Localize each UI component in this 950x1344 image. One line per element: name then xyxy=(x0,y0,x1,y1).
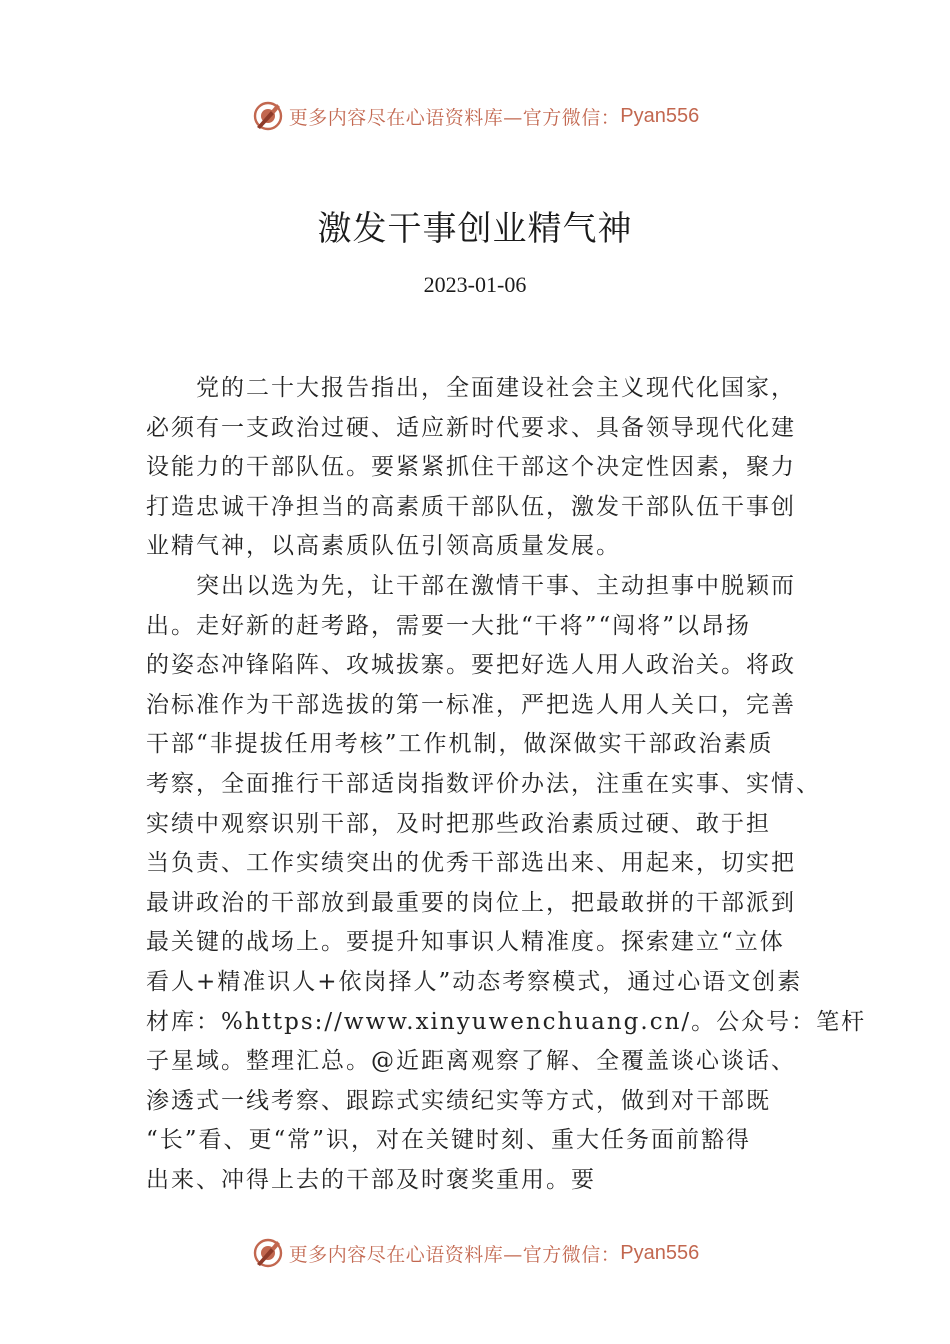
body-line: 子星域。整理汇总。@近距离观察了解、全覆盖谈心谈话、 xyxy=(146,1048,796,1075)
body-line: 出。走好新的赶考路，需要一大批“干将”“闯将”以昂扬 xyxy=(146,612,752,639)
body-line: 看人+精准识人+依岗择人”动态考察模式，通过心语文创素 xyxy=(146,968,803,995)
body-line: 渗透式一线考察、跟踪式实绩纪实等方式，做到对干部既 xyxy=(146,1087,771,1114)
body-line: 必须有一支政治过硬、适应新时代要求、具备领导现代化建 xyxy=(146,414,796,441)
banner-text: 更多内容尽在心语资料库—官方微信： xyxy=(288,1243,621,1266)
body-line: 设能力的干部队伍。要紧紧抓住干部这个决定性因素，聚力 xyxy=(146,454,796,481)
body-line: 最关键的战场上。要提升知事识人精准度。探索建立“立体 xyxy=(146,929,785,956)
banner-text: 更多内容尽在心语资料库—官方微信： xyxy=(288,106,621,129)
body-line: 实绩中观察识别干部，及时把那些政治素质过硬、敢于担 xyxy=(146,810,771,837)
pen-nib-logo-icon xyxy=(251,99,285,133)
body-line: 最讲政治的干部放到最重要的岗位上，把最敢拼的干部派到 xyxy=(146,889,796,916)
document-title: 激发干事创业精气神 xyxy=(317,209,633,249)
pen-nib-logo-icon xyxy=(251,1236,285,1270)
body-line: 当负责、工作实绩突出的优秀干部选出来、用起来，切实把 xyxy=(146,850,796,877)
body-line: 突出以选为先，让干部在激情干事、主动担事中脱颖而 xyxy=(146,572,796,599)
body-line: 治标准作为干部选拔的第一标准，严把选人用人关口，完善 xyxy=(146,691,796,718)
body-line: 干部“非提拔任用考核”工作机制，做深做实干部政治素质 xyxy=(146,731,774,758)
body-line: 党的二十大报告指出，全面建设社会主义现代化国家， xyxy=(146,375,796,401)
body-line: 的姿态冲锋陷阵、攻城拔寨。要把好选人用人政治关。将政 xyxy=(146,652,796,679)
header-banner xyxy=(0,96,950,136)
body-line: 业精气神，以高素质队伍引领高质量发展。 xyxy=(146,533,621,560)
body-line: 出来、冲得上去的干部及时褒奖重用。要 xyxy=(146,1166,596,1193)
footer-banner xyxy=(0,1233,950,1273)
wechat-id: Pyan556 xyxy=(620,104,700,127)
body-line: 打造忠诚干净担当的高素质干部队伍，激发干部队伍干事创 xyxy=(146,493,796,520)
wechat-id: Pyan556 xyxy=(620,1241,700,1264)
body-line: “长”看、更“常”识，对在关键时刻、重大任务面前豁得 xyxy=(146,1127,752,1154)
body-text xyxy=(146,369,867,1200)
document-date: 2023-01-06 xyxy=(423,272,527,297)
body-line: 考察，全面推行干部适岗指数评价办法，注重在实事、实情、 xyxy=(146,770,821,797)
body-line: 材库：%https://www.xinyuwenchuang.cn/。公众号：笔杆 xyxy=(146,1008,867,1035)
